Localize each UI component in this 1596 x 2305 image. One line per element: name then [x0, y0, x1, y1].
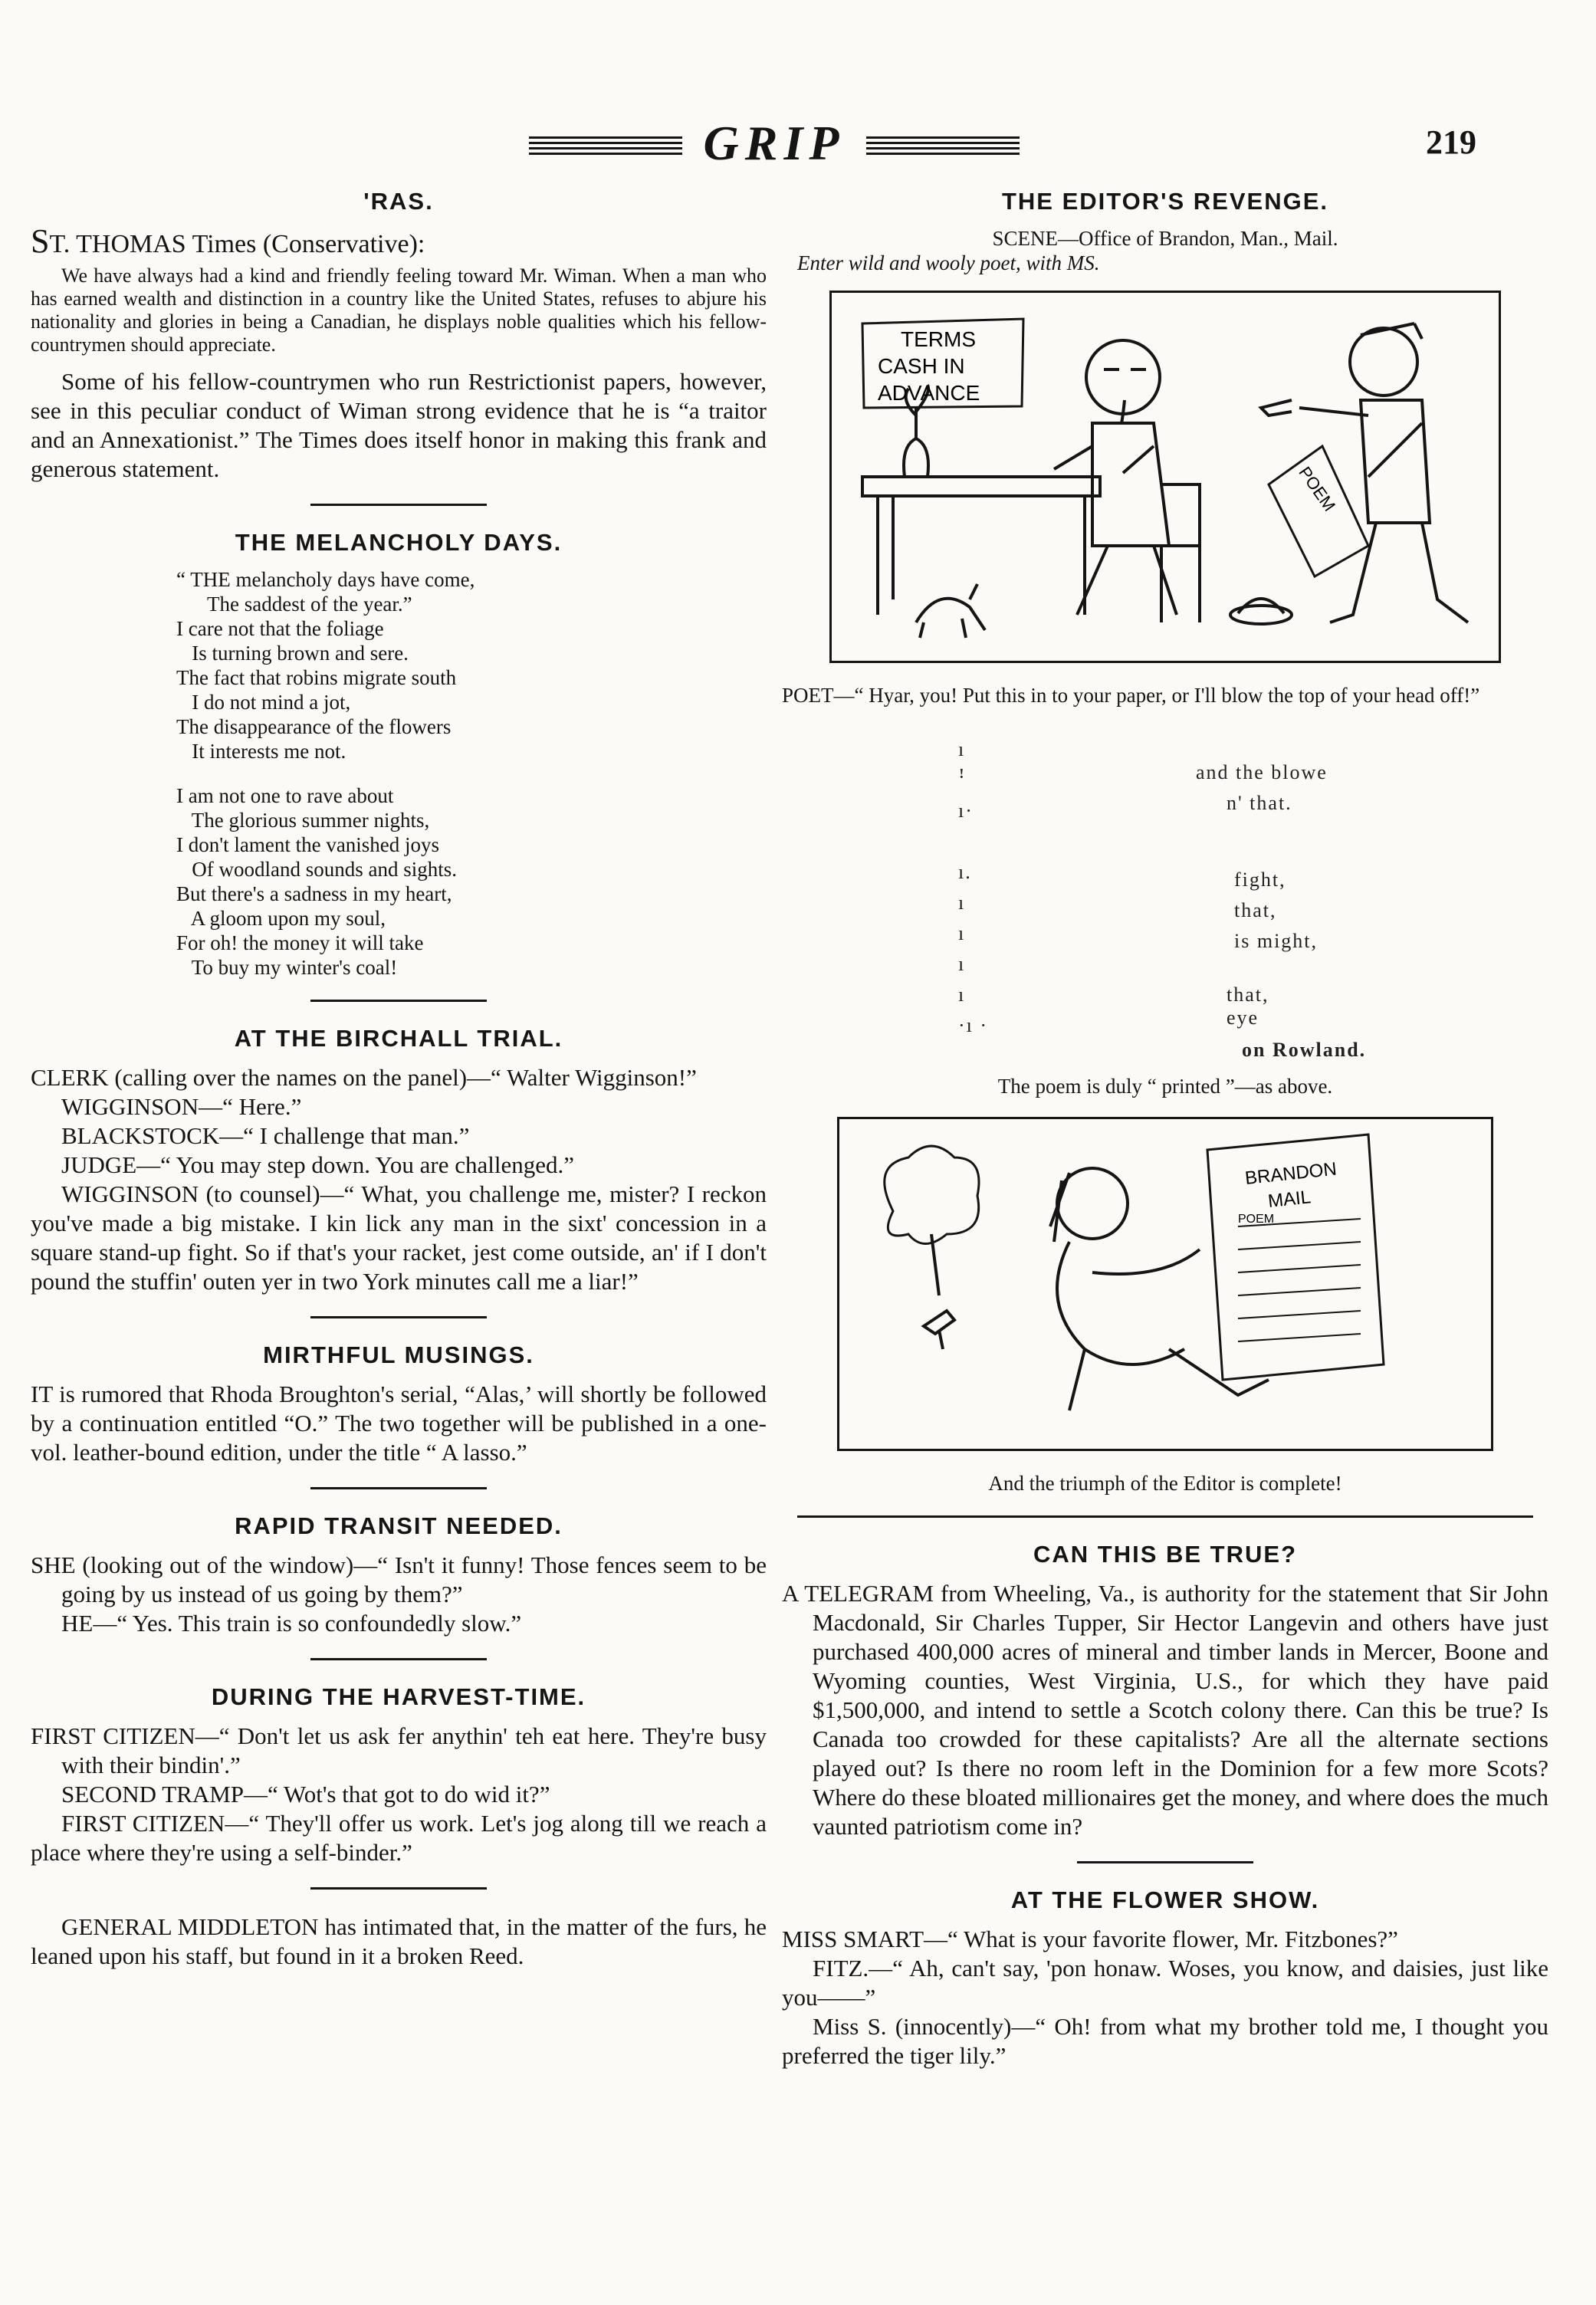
masthead-title: GRIP [703, 116, 846, 170]
masthead [529, 115, 1020, 176]
poem-line: I am not one to rave about [176, 784, 394, 807]
garbled-fragment: fight, [1234, 868, 1286, 891]
sign-text: TERMS [901, 327, 976, 351]
dialogue-line: CLERK (calling over the names on the panel)—“ Walter Wigginson!” [31, 1064, 697, 1091]
separator [797, 1515, 1533, 1518]
poem-line: A gloom upon my soul, [176, 907, 386, 930]
heading-rapid-transit: RAPID TRANSIT NEEDED. [235, 1512, 563, 1539]
poem-line: “ THE melancholy days have come, [176, 568, 475, 591]
dialogue-line: FIRST CITIZEN—“ Don't let us ask fer anythin' teh eat here. They're busy with their bindin'.” [31, 1722, 767, 1778]
separator [310, 1887, 487, 1890]
garbled-fragment: that, [1227, 983, 1269, 1006]
page-number: 219 [1426, 123, 1476, 161]
poem-line: I don't lament the vanished joys [176, 833, 440, 856]
heading-mirthful: MIRTHFUL MUSINGS. [263, 1341, 534, 1368]
heading-editors-revenge: THE EDITOR'S REVENGE. [1001, 188, 1329, 215]
right-column [782, 188, 1548, 2070]
garbled-fragment: n' that. [1227, 792, 1292, 814]
poem [176, 567, 767, 980]
manuscript-label: POEM [1295, 463, 1340, 515]
poem-line: Is turning brown and sere. [176, 642, 409, 665]
mirthful-text: IT is rumored that Rhoda Broughton's serial, “Alas,’ will shortly be followed by a continuation entitled “O.” The two together will be published in a one-vol. leather-bound edition, under the title “ A lasso.” [31, 1381, 767, 1466]
heading-ras: 'RAS. [363, 188, 434, 215]
sign-text: ADVANCE [878, 381, 980, 405]
newspaper-title: BRANDON [1243, 1158, 1338, 1189]
dialogue-line: BLACKSTOCK—“ I challenge that man.” [61, 1122, 470, 1149]
separator [310, 1658, 487, 1660]
middleton-text: GENERAL MIDDLETON has intimated that, in the matter of the furs, he leaned upon his staff, but found in it a broken Reed. [31, 1913, 767, 1969]
cartoon-poet-threat [829, 291, 1501, 663]
dialogue-line: SHE (looking out of the window)—“ Isn't it funny! Those fences seem to be going by us instead of us going by them?” [31, 1551, 767, 1607]
article-editors-revenge [782, 188, 1548, 1496]
article-flower-show [782, 1886, 1548, 2070]
heading-can-this-be-true: CAN THIS BE TRUE? [1033, 1541, 1297, 1568]
poem-line: But there's a sadness in my heart, [176, 882, 452, 905]
dialogue-line: JUDGE—“ You may step down. You are challenged.” [61, 1151, 574, 1178]
garbled-fragment: on Rowland. [1242, 1039, 1367, 1061]
ras-dropcap: S [31, 222, 50, 260]
article-melancholy [31, 529, 767, 980]
poem-line: The disappearance of the flowers [176, 715, 452, 738]
cartoon-editor-triumph [837, 1117, 1493, 1451]
ras-body: Some of his fellow-countrymen who run Restrictionist papers, however, see in this peculiar conduct of Wiman strong evidence that he is “a traitor and an Annexationist.” The Times does itself honor in making this frank and generous statement. [31, 368, 767, 482]
ras-lead: T. THOMAS Times (Conservative): [49, 230, 425, 258]
caption-poet: POET—“ Hyar, you! Put this in to your paper, or I'll blow the top of your head off!” [782, 684, 1480, 707]
poem-line: The saddest of the year.” [176, 593, 412, 616]
dialogue-line: WIGGINSON (to counsel)—“ What, you challenge me, mister? I reckon you've made a big mistake. I kin lick any man in the sixt' concession in a square stand-up fight. So if that's your racket, jest come outside, an' if I don't pound the stuffin' outen yer in two York minutes call me a liar!” [31, 1180, 767, 1295]
dialogue-line: MISS SMART—“ What is your favorite flower, Mr. Fitzbones?” [782, 1926, 1398, 1952]
poem-line: The fact that robins migrate south [176, 666, 457, 689]
cartoon-illustration [839, 1119, 1491, 1449]
poem-line: I care not that the foliage [176, 617, 384, 640]
sign-text: CASH IN [878, 354, 965, 378]
article-ras [31, 188, 767, 484]
ras-quote: We have always had a kind and friendly feeling toward Mr. Wiman. When a man who has earned wealth and distinction in a country like the United States, refuses to abjure his nationality and glories in being a Canadian, he displays noble qualities which his fellow-countrymen should appreciate. [31, 264, 767, 356]
dialogue-line: HE—“ Yes. This train is so confoundedly slow.” [61, 1610, 522, 1637]
article-birchall [31, 1025, 767, 1296]
left-column [31, 188, 767, 1971]
caption-printed: The poem is duly “ printed ”—as above. [997, 1075, 1333, 1098]
article-can-this-be-true [782, 1541, 1548, 1841]
heading-harvest: DURING THE HARVEST-TIME. [211, 1683, 586, 1710]
dialogue-line: Miss S. (innocently)—“ Oh! from what my brother told me, I thought you preferred the tiger lily.” [782, 2013, 1548, 2069]
article-mirthful [31, 1341, 767, 1467]
garbled-poem: ı ꜝ ı· ı. ı ı ı ı ·ı · and the blowe n' that. fight, that, is might, that, eye on Rowland. [958, 738, 1367, 1061]
poem-line: For oh! the money it will take [176, 931, 424, 954]
separator [1077, 1861, 1253, 1863]
poem-line: To buy my winter's coal! [176, 956, 398, 979]
dialogue-line: FIRST CITIZEN—“ They'll offer us work. Let's jog along till we reach a place where they're using a self-binder.” [31, 1810, 767, 1866]
garbled-fragment: that, [1234, 899, 1277, 921]
garbled-fragment: and the blowe [1196, 761, 1328, 783]
dialogue-line: FITZ.—“ Ah, can't say, 'pon honaw. Woses, you know, and daisies, just like you——” [782, 1955, 1548, 2011]
heading-melancholy: THE MELANCHOLY DAYS. [235, 529, 563, 556]
poem-line: The glorious summer nights, [176, 809, 430, 832]
heading-flower-show: AT THE FLOWER SHOW. [1010, 1886, 1320, 1913]
garbled-fragment: is might, [1234, 930, 1319, 952]
article-harvest [31, 1683, 767, 1867]
caption-triumph: And the triumph of the Editor is complete! [988, 1472, 1342, 1495]
separator [310, 1316, 487, 1318]
poem-line: Of woodland sounds and sights. [176, 858, 457, 881]
poem-line: It interests me not. [176, 740, 346, 763]
enter-line: Enter wild and wooly poet, with MS. [797, 251, 1100, 274]
dialogue-line: WIGGINSON—“ Here.” [61, 1093, 302, 1120]
heading-birchall: AT THE BIRCHALL TRIAL. [234, 1025, 563, 1052]
article-middleton [31, 1913, 767, 1971]
masthead-rule-right [866, 136, 1020, 156]
poem-line: I do not mind a jot, [176, 691, 351, 714]
separator [310, 1000, 487, 1002]
masthead-rule-left [529, 136, 682, 156]
dialogue-line: SECOND TRAMP—“ Wot's that got to do wid it?” [61, 1781, 550, 1808]
newspaper-title: MAIL [1266, 1187, 1312, 1212]
garbled-fragment: eye [1227, 1006, 1259, 1029]
separator [310, 1487, 487, 1489]
newspaper-sub: POEM [1238, 1213, 1275, 1226]
article-rapid-transit [31, 1512, 767, 1638]
scene-line: SCENE—Office of Brandon, Man., Mail. [992, 227, 1338, 250]
true-text: A TELEGRAM from Wheeling, Va., is authority for the statement that Sir John Macdonald, Sir Charles Tupper, Sir Hector Langevin and others have just purchased 400,000 acres of mineral and timber lands in Mercer, Boone and Wyoming counties, West Virginia, U.S., for which they have paid $1,500,000, and intend to settle a Scotch colony there. Can this be true? Is Canada too crowded for these capitalists? Are all the alternate sections played out? Is there no room left in the Dominion for a few more Scots? Where do these bloated millionaires get the money, and where does the much vaunted patriotism come in? [782, 1580, 1548, 1840]
ras-lead-line [31, 222, 767, 260]
stanza-gap [176, 763, 767, 783]
cartoon-illustration [832, 293, 1499, 661]
separator [310, 504, 487, 506]
